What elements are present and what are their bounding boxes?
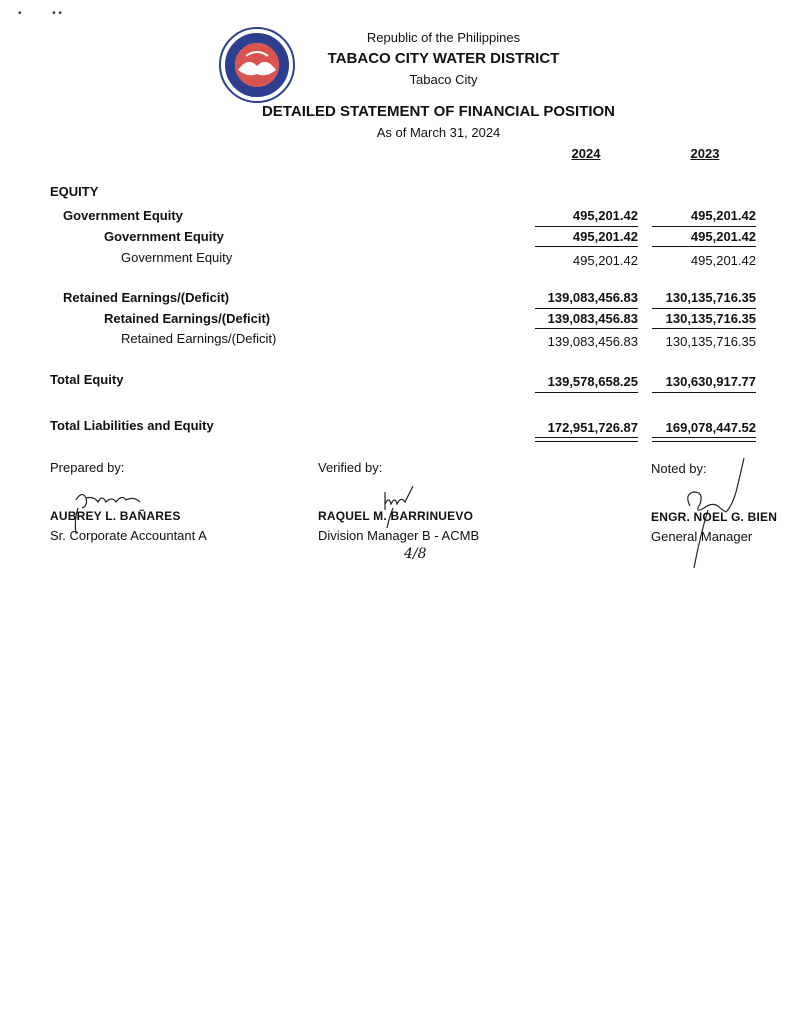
retained-earnings-label-l1: Retained Earnings/(Deficit) — [63, 290, 230, 305]
retained-earnings-2024-l1: 139,083,456.83 — [547, 290, 638, 305]
rule — [652, 392, 756, 393]
total-liabilities-equity-label: Total Liabilities and Equity — [50, 418, 214, 433]
verified-by-title: Division Manager B - ACMB — [318, 528, 480, 543]
verified-handwritten-date: 4/8 — [404, 546, 427, 562]
rule — [652, 308, 756, 309]
noted-by-label: Noted by: — [651, 461, 707, 476]
retained-earnings-2023-l1: 130,135,716.35 — [665, 290, 756, 305]
rule — [535, 308, 638, 309]
retained-earnings-label-l2: Retained Earnings/(Deficit) — [104, 311, 271, 326]
retained-earnings-label-l3: Retained Earnings/(Deficit) — [121, 331, 277, 346]
gov-equity-2023-l1: 495,201.42 — [690, 208, 756, 223]
rule — [652, 246, 756, 247]
verified-by-name: RAQUEL M. BARRINUEVO — [318, 509, 474, 523]
retained-earnings-2023-l3: 130,135,716.35 — [665, 334, 756, 349]
statement-title: DETAILED STATEMENT OF FINANCIAL POSITION — [261, 103, 616, 120]
column-header-2024: 2024 — [571, 146, 601, 161]
gov-equity-label-l2: Government Equity — [104, 229, 224, 244]
column-header-2023: 2023 — [690, 146, 720, 161]
noted-by-name: ENGR. NOEL G. BIEN — [651, 510, 778, 524]
scan-dots: • • • — [18, 8, 62, 19]
gov-equity-2023-l2: 495,201.42 — [690, 229, 756, 244]
gov-equity-2024-l1: 495,201.42 — [572, 208, 638, 223]
agency-name: TABACO CITY WATER DISTRICT — [327, 50, 560, 67]
rule — [652, 226, 756, 227]
gov-equity-2024-l3: 495,201.42 — [572, 253, 638, 268]
total-equity-2024: 139,578,658.25 — [547, 374, 638, 389]
rule — [535, 392, 638, 393]
gov-equity-2023-l3: 495,201.42 — [690, 253, 756, 268]
city-line: Tabaco City — [409, 72, 478, 87]
total-liabilities-equity-2024: 172,951,726.87 — [547, 420, 638, 435]
equity-heading: EQUITY — [50, 184, 99, 199]
prepared-by-label: Prepared by: — [50, 460, 125, 475]
retained-earnings-2023-l2: 130,135,716.35 — [665, 311, 756, 326]
verified-by-label: Verified by: — [318, 460, 383, 475]
total-equity-label: Total Equity — [50, 372, 124, 387]
gov-equity-2024-l2: 495,201.42 — [572, 229, 638, 244]
total-liabilities-equity-2023: 169,078,447.52 — [665, 420, 756, 435]
retained-earnings-2024-l3: 139,083,456.83 — [547, 334, 638, 349]
svg-text:1974: 1974 — [250, 93, 264, 99]
prepared-by-name: AUBREY L. BAÑARES — [50, 509, 181, 523]
double-rule — [535, 437, 638, 442]
total-equity-2023: 130,630,917.77 — [665, 374, 756, 389]
republic-line: Republic of the Philippines — [366, 30, 521, 45]
verified-signature — [345, 482, 425, 532]
rule — [535, 226, 638, 227]
rule — [535, 328, 638, 329]
double-rule — [652, 437, 756, 442]
rule — [535, 246, 638, 247]
retained-earnings-2024-l2: 139,083,456.83 — [547, 311, 638, 326]
noted-by-title: General Manager — [651, 529, 753, 544]
gov-equity-label-l1: Government Equity — [63, 208, 183, 223]
rule — [652, 328, 756, 329]
gov-equity-label-l3: Government Equity — [121, 250, 233, 265]
statement-date: As of March 31, 2024 — [376, 125, 501, 140]
prepared-by-title: Sr. Corporate Accountant A — [50, 528, 207, 543]
